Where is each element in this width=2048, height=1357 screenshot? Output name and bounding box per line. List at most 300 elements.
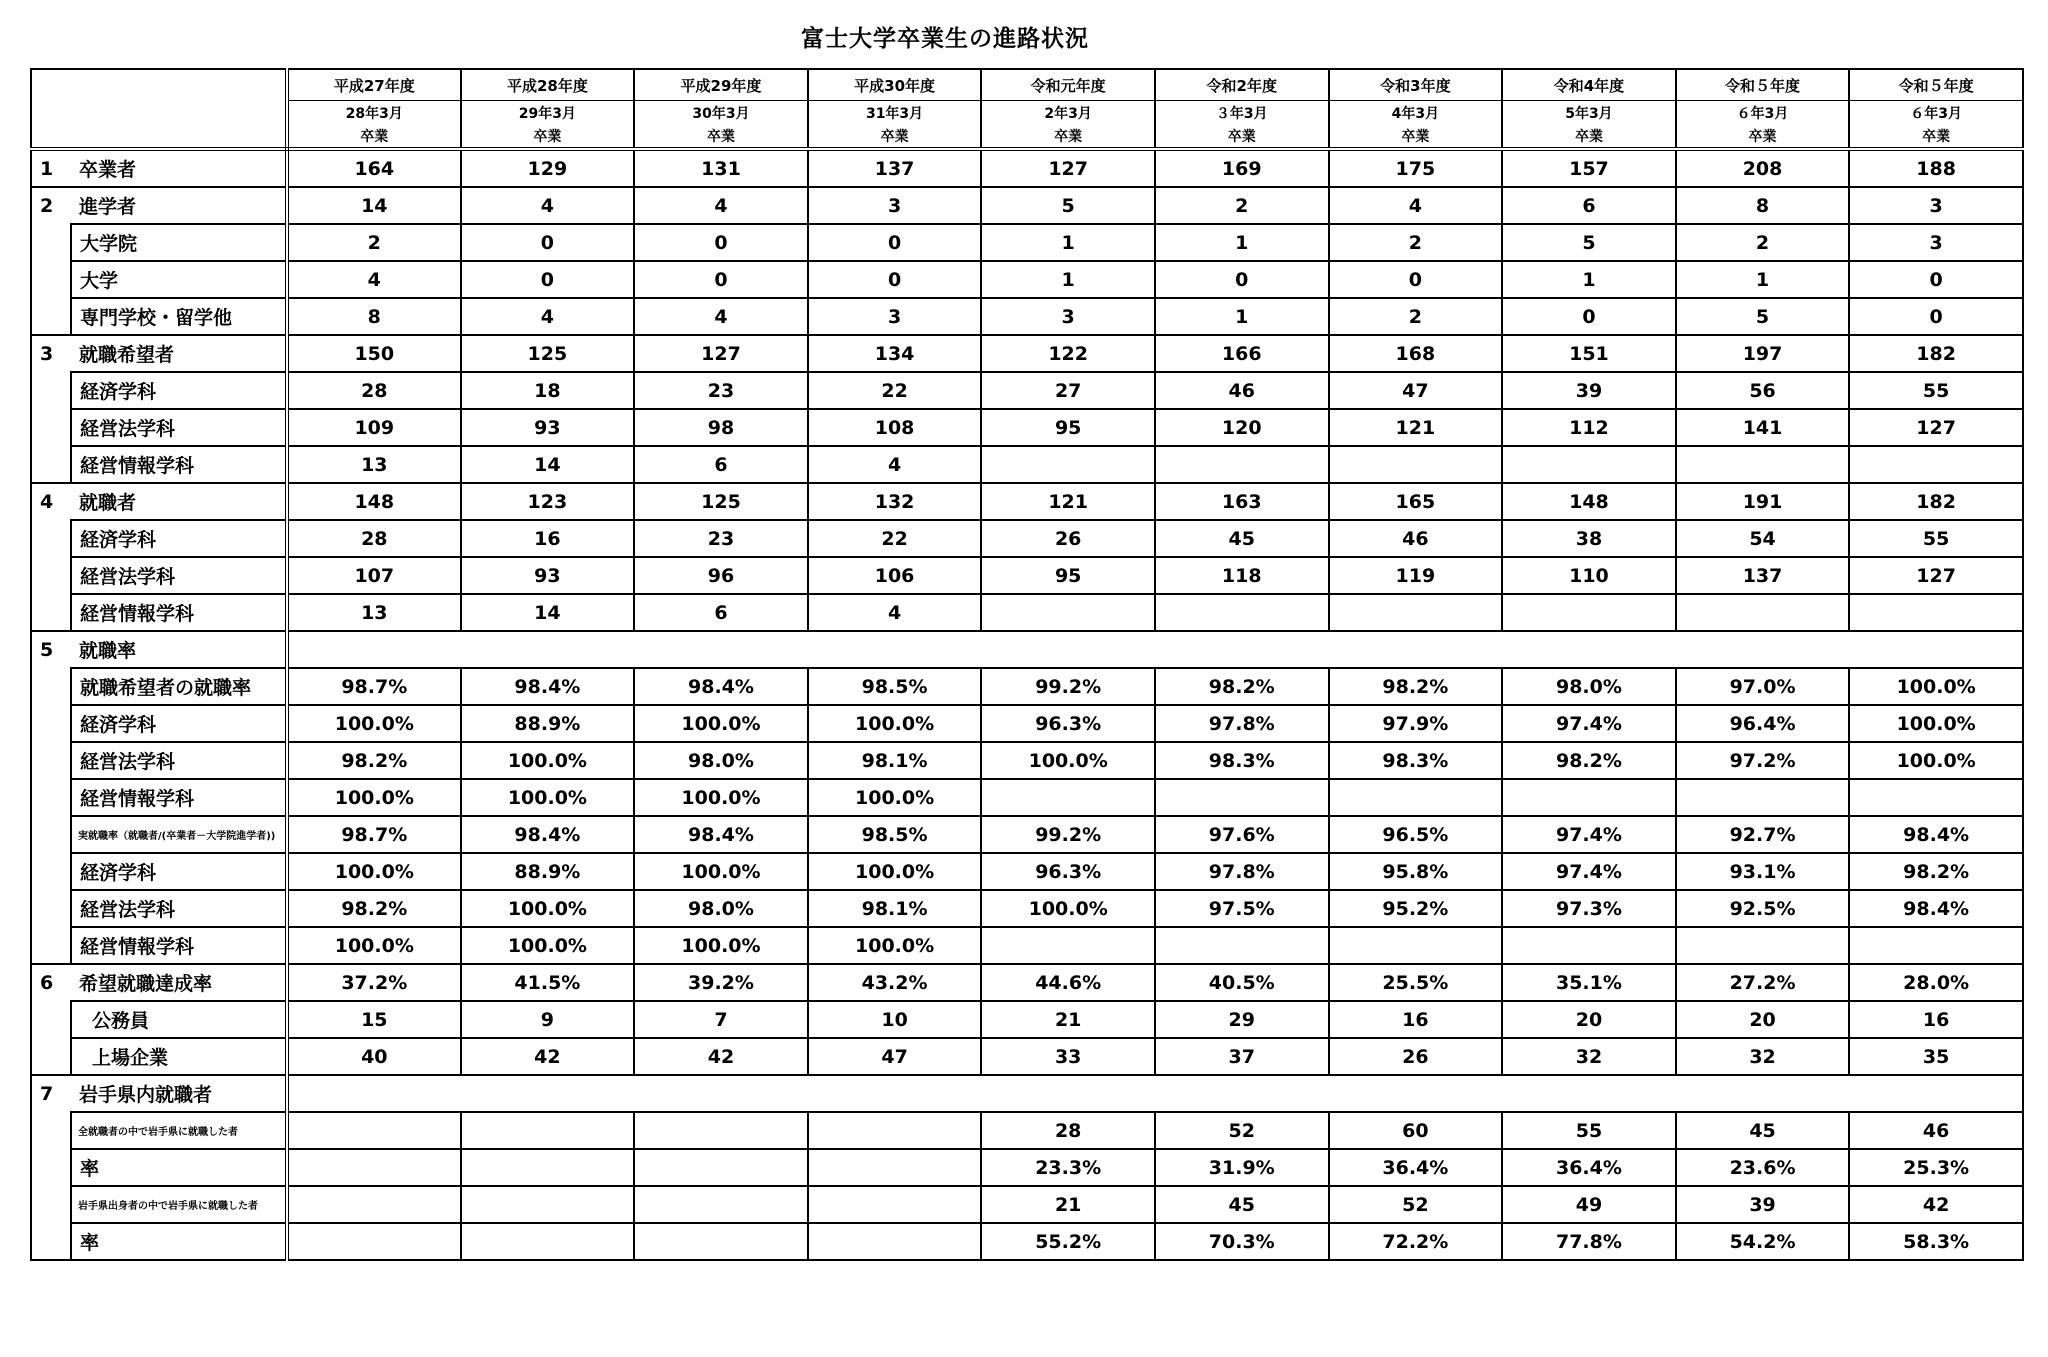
value-cell: 31.9% (1155, 1149, 1329, 1186)
table-row (31, 1075, 2023, 1112)
value-cell: 27 (981, 372, 1155, 409)
value-cell (1155, 927, 1329, 964)
value-cell: 182 (1849, 483, 2023, 520)
value-cell: 98.2% (1155, 668, 1329, 705)
value-cell: 129 (461, 149, 635, 187)
value-cell: 100.0% (287, 927, 461, 964)
value-cell: 46 (1155, 372, 1329, 409)
value-cell: 96.5% (1329, 816, 1503, 853)
value-cell: 188 (1849, 149, 2023, 187)
value-cell: 29 (1155, 1001, 1329, 1038)
value-cell: 98.3% (1329, 742, 1503, 779)
value-cell: 95 (981, 409, 1155, 446)
value-cell: 58.3% (1849, 1223, 2023, 1260)
value-cell: 148 (1502, 483, 1676, 520)
row-label: 就職率 (71, 631, 287, 668)
row-label: 経済学科 (71, 705, 287, 742)
value-cell: 36.4% (1502, 1149, 1676, 1186)
value-cell: 39.2% (634, 964, 808, 1001)
value-cell: 164 (287, 149, 461, 187)
table-row (31, 668, 2023, 705)
value-cell: 39 (1676, 1186, 1850, 1223)
value-cell: 37.2% (287, 964, 461, 1001)
row-number (31, 1149, 71, 1186)
row-label: 経営法学科 (71, 742, 287, 779)
value-cell: 118 (1155, 557, 1329, 594)
row-label: 率 (71, 1149, 287, 1186)
value-cell: 98.7% (287, 816, 461, 853)
row-label: 経営情報学科 (71, 594, 287, 631)
table-row (31, 1223, 2023, 1260)
value-cell (981, 927, 1155, 964)
value-cell: 96 (634, 557, 808, 594)
value-cell: 3 (808, 298, 982, 335)
value-cell: 98 (634, 409, 808, 446)
row-number: 5 (31, 631, 71, 668)
value-cell: 38 (1502, 520, 1676, 557)
value-cell: 22 (808, 520, 982, 557)
value-cell: 0 (808, 261, 982, 298)
value-cell: 33 (981, 1038, 1155, 1075)
table-row (31, 224, 2023, 261)
value-cell: 4 (808, 446, 982, 483)
value-cell: 175 (1329, 149, 1503, 187)
value-cell: 60 (1329, 1112, 1503, 1149)
value-cell: 88.9% (461, 853, 635, 890)
value-cell: 100.0% (461, 890, 635, 927)
value-cell: 1 (1676, 261, 1850, 298)
value-cell: 100.0% (287, 705, 461, 742)
value-cell: 16 (461, 520, 635, 557)
value-cell: 100.0% (634, 853, 808, 890)
value-cell: 96.3% (981, 705, 1155, 742)
value-cell: 47 (1329, 372, 1503, 409)
row-number (31, 742, 71, 779)
row-label: 岩手県出身者の中で岩手県に就職した者 (71, 1186, 287, 1223)
value-cell: 97.8% (1155, 705, 1329, 742)
value-cell: 2 (1329, 298, 1503, 335)
value-cell (461, 1112, 635, 1149)
header-row (31, 69, 2023, 101)
blank-merged-cell (287, 631, 2023, 668)
value-cell: 16 (1329, 1001, 1503, 1038)
row-label: 経営情報学科 (71, 446, 287, 483)
value-cell: 97.4% (1502, 816, 1676, 853)
value-cell: 26 (981, 520, 1155, 557)
value-cell: 125 (634, 483, 808, 520)
value-cell: 1 (981, 261, 1155, 298)
value-cell: 97.0% (1676, 668, 1850, 705)
value-cell: 2 (1329, 224, 1503, 261)
value-cell: 127 (981, 149, 1155, 187)
value-cell: 15 (287, 1001, 461, 1038)
header-grad: 卒業 (1502, 125, 1676, 149)
value-cell: 28 (287, 520, 461, 557)
value-cell: 100.0% (461, 742, 635, 779)
value-cell: 121 (1329, 409, 1503, 446)
header-month: 28年3月 (287, 101, 461, 126)
row-label: 希望就職達成率 (71, 964, 287, 1001)
value-cell: 6 (634, 446, 808, 483)
value-cell: 0 (634, 261, 808, 298)
value-cell: 0 (1849, 298, 2023, 335)
value-cell: 98.5% (808, 816, 982, 853)
value-cell (1502, 594, 1676, 631)
header-row (31, 101, 2023, 126)
value-cell: 93 (461, 557, 635, 594)
value-cell: 35 (1849, 1038, 2023, 1075)
header-month: ６年3月 (1676, 101, 1850, 126)
row-number (31, 668, 71, 705)
value-cell: 26 (1329, 1038, 1503, 1075)
value-cell: 42 (1849, 1186, 2023, 1223)
value-cell (1849, 779, 2023, 816)
value-cell: 46 (1329, 520, 1503, 557)
value-cell (1329, 446, 1503, 483)
row-label: 卒業者 (71, 149, 287, 187)
row-number: 1 (31, 149, 71, 187)
row-label: 大学 (71, 261, 287, 298)
value-cell (808, 1149, 982, 1186)
value-cell: 99.2% (981, 668, 1155, 705)
value-cell (1502, 446, 1676, 483)
table-row (31, 594, 2023, 631)
value-cell: 163 (1155, 483, 1329, 520)
table-row (31, 927, 2023, 964)
header-month: 31年3月 (808, 101, 982, 126)
row-number (31, 779, 71, 816)
value-cell: 2 (1155, 187, 1329, 224)
table-row (31, 779, 2023, 816)
value-cell: 52 (1155, 1112, 1329, 1149)
value-cell: 40 (287, 1038, 461, 1075)
value-cell: 55.2% (981, 1223, 1155, 1260)
value-cell: 27.2% (1676, 964, 1850, 1001)
value-cell: 100.0% (287, 779, 461, 816)
value-cell: 41.5% (461, 964, 635, 1001)
header-month: 2年3月 (981, 101, 1155, 126)
value-cell (1502, 779, 1676, 816)
header-grad: 卒業 (287, 125, 461, 149)
value-cell: 55 (1849, 372, 2023, 409)
value-cell: 98.3% (1155, 742, 1329, 779)
row-number (31, 520, 71, 557)
value-cell: 197 (1676, 335, 1850, 372)
value-cell: 0 (808, 224, 982, 261)
header-month: 30年3月 (634, 101, 808, 126)
header-year: 平成27年度 (287, 69, 461, 101)
value-cell (1329, 779, 1503, 816)
value-cell: 3 (1849, 187, 2023, 224)
row-number: 3 (31, 335, 71, 372)
value-cell: 5 (981, 187, 1155, 224)
value-cell (1676, 927, 1850, 964)
value-cell: 39 (1502, 372, 1676, 409)
value-cell: 8 (287, 298, 461, 335)
value-cell: 1 (1155, 224, 1329, 261)
row-label: 経営法学科 (71, 557, 287, 594)
row-number (31, 261, 71, 298)
value-cell: 45 (1155, 1186, 1329, 1223)
table-row (31, 446, 2023, 483)
value-cell: 106 (808, 557, 982, 594)
value-cell: 127 (634, 335, 808, 372)
value-cell: 4 (634, 298, 808, 335)
row-label: 実就職率（就職者/(卒業者－大学院進学者)) (71, 816, 287, 853)
header-grad: 卒業 (634, 125, 808, 149)
value-cell: 93.1% (1676, 853, 1850, 890)
value-cell: 13 (287, 446, 461, 483)
value-cell (1676, 446, 1850, 483)
header-month: ３年3月 (1155, 101, 1329, 126)
header-month: 4年3月 (1329, 101, 1503, 126)
value-cell (808, 1112, 982, 1149)
value-cell: 18 (461, 372, 635, 409)
value-cell: 150 (287, 335, 461, 372)
value-cell: 32 (1676, 1038, 1850, 1075)
value-cell: 21 (981, 1001, 1155, 1038)
value-cell (461, 1223, 635, 1260)
value-cell: 21 (981, 1186, 1155, 1223)
row-label: 経営情報学科 (71, 779, 287, 816)
value-cell: 1 (1155, 298, 1329, 335)
row-number (31, 1038, 71, 1075)
value-cell: 4 (287, 261, 461, 298)
value-cell: 95 (981, 557, 1155, 594)
value-cell: 13 (287, 594, 461, 631)
value-cell: 99.2% (981, 816, 1155, 853)
row-number (31, 224, 71, 261)
header-year: 平成30年度 (808, 69, 982, 101)
table-row (31, 187, 2023, 224)
value-cell: 97.3% (1502, 890, 1676, 927)
value-cell (981, 594, 1155, 631)
value-cell: 2 (1676, 224, 1850, 261)
value-cell: 70.3% (1155, 1223, 1329, 1260)
value-cell: 9 (461, 1001, 635, 1038)
value-cell: 148 (287, 483, 461, 520)
value-cell: 100.0% (981, 890, 1155, 927)
value-cell: 112 (1502, 409, 1676, 446)
value-cell: 98.2% (1502, 742, 1676, 779)
value-cell: 14 (461, 446, 635, 483)
value-cell: 0 (1155, 261, 1329, 298)
row-number (31, 372, 71, 409)
value-cell (634, 1149, 808, 1186)
value-cell (1849, 927, 2023, 964)
value-cell (1849, 446, 2023, 483)
value-cell (1155, 446, 1329, 483)
header-grad: 卒業 (461, 125, 635, 149)
value-cell: 166 (1155, 335, 1329, 372)
table-row (31, 631, 2023, 668)
row-number: 4 (31, 483, 71, 520)
value-cell: 3 (1849, 224, 2023, 261)
row-label: 経済学科 (71, 520, 287, 557)
value-cell: 100.0% (1849, 668, 2023, 705)
value-cell: 182 (1849, 335, 2023, 372)
value-cell: 97.2% (1676, 742, 1850, 779)
row-number (31, 594, 71, 631)
table-row (31, 853, 2023, 890)
career-status-table (30, 68, 2024, 1261)
value-cell (634, 1112, 808, 1149)
value-cell: 0 (634, 224, 808, 261)
value-cell: 98.1% (808, 742, 982, 779)
header-year: 平成29年度 (634, 69, 808, 101)
value-cell: 55 (1502, 1112, 1676, 1149)
value-cell: 40.5% (1155, 964, 1329, 1001)
value-cell: 127 (1849, 557, 2023, 594)
value-cell: 4 (1329, 187, 1503, 224)
row-number (31, 409, 71, 446)
value-cell: 8 (1676, 187, 1850, 224)
value-cell: 98.4% (1849, 890, 2023, 927)
value-cell: 93 (461, 409, 635, 446)
value-cell: 4 (461, 187, 635, 224)
value-cell: 98.0% (1502, 668, 1676, 705)
value-cell: 4 (634, 187, 808, 224)
value-cell: 46 (1849, 1112, 2023, 1149)
value-cell: 4 (808, 594, 982, 631)
table-row (31, 409, 2023, 446)
value-cell: 100.0% (808, 927, 982, 964)
value-cell: 2 (287, 224, 461, 261)
value-cell: 125 (461, 335, 635, 372)
row-number: 7 (31, 1075, 71, 1112)
value-cell: 98.2% (1849, 853, 2023, 890)
value-cell: 0 (1329, 261, 1503, 298)
header-year: 令和５年度 (1676, 69, 1850, 101)
value-cell: 23.6% (1676, 1149, 1850, 1186)
row-label: 就職希望者 (71, 335, 287, 372)
row-label: 経営法学科 (71, 890, 287, 927)
value-cell (981, 779, 1155, 816)
value-cell (1329, 594, 1503, 631)
header-month: 29年3月 (461, 101, 635, 126)
table-row (31, 298, 2023, 335)
value-cell: 0 (461, 224, 635, 261)
table-row (31, 372, 2023, 409)
value-cell (981, 446, 1155, 483)
row-label: 上場企業 (71, 1038, 287, 1075)
value-cell: 92.7% (1676, 816, 1850, 853)
value-cell: 151 (1502, 335, 1676, 372)
value-cell: 157 (1502, 149, 1676, 187)
value-cell: 100.0% (981, 742, 1155, 779)
value-cell (1155, 594, 1329, 631)
value-cell: 97.4% (1502, 853, 1676, 890)
header-corner (31, 69, 287, 149)
value-cell: 123 (461, 483, 635, 520)
value-cell: 100.0% (461, 779, 635, 816)
value-cell: 108 (808, 409, 982, 446)
value-cell: 120 (1155, 409, 1329, 446)
value-cell: 36.4% (1329, 1149, 1503, 1186)
blank-merged-cell (287, 1075, 2023, 1112)
value-cell: 1 (1502, 261, 1676, 298)
row-number (31, 298, 71, 335)
value-cell: 100.0% (1849, 705, 2023, 742)
header-grad: 卒業 (981, 125, 1155, 149)
row-label: 経済学科 (71, 853, 287, 890)
row-label: 公務員 (71, 1001, 287, 1038)
value-cell: 42 (634, 1038, 808, 1075)
value-cell (1849, 594, 2023, 631)
value-cell: 14 (461, 594, 635, 631)
value-cell: 6 (634, 594, 808, 631)
row-number (31, 557, 71, 594)
value-cell (287, 1112, 461, 1149)
value-cell: 122 (981, 335, 1155, 372)
value-cell: 131 (634, 149, 808, 187)
value-cell: 77.8% (1502, 1223, 1676, 1260)
value-cell: 100.0% (634, 779, 808, 816)
table-row (31, 520, 2023, 557)
value-cell (808, 1186, 982, 1223)
value-cell (1155, 779, 1329, 816)
value-cell: 45 (1155, 520, 1329, 557)
row-number (31, 446, 71, 483)
row-number: 6 (31, 964, 71, 1001)
value-cell: 208 (1676, 149, 1850, 187)
value-cell: 169 (1155, 149, 1329, 187)
value-cell: 98.4% (1849, 816, 2023, 853)
value-cell: 98.2% (287, 890, 461, 927)
row-label: 岩手県内就職者 (71, 1075, 287, 1112)
row-label: 全就職者の中で岩手県に就職した者 (71, 1112, 287, 1149)
value-cell (287, 1149, 461, 1186)
row-number (31, 1001, 71, 1038)
value-cell: 25.3% (1849, 1149, 2023, 1186)
value-cell: 137 (808, 149, 982, 187)
value-cell: 54 (1676, 520, 1850, 557)
value-cell (461, 1186, 635, 1223)
value-cell: 55 (1849, 520, 2023, 557)
value-cell: 110 (1502, 557, 1676, 594)
table-row (31, 483, 2023, 520)
value-cell: 10 (808, 1001, 982, 1038)
value-cell: 23 (634, 520, 808, 557)
value-cell: 28 (981, 1112, 1155, 1149)
row-label: 専門学校・留学他 (71, 298, 287, 335)
table-row (31, 1186, 2023, 1223)
row-label: 就職希望者の就職率 (71, 668, 287, 705)
header-month: ６年3月 (1849, 101, 2023, 126)
value-cell: 49 (1502, 1186, 1676, 1223)
value-cell: 97.9% (1329, 705, 1503, 742)
value-cell: 127 (1849, 409, 2023, 446)
row-label: 率 (71, 1223, 287, 1260)
value-cell (461, 1149, 635, 1186)
value-cell: 56 (1676, 372, 1850, 409)
table-row (31, 964, 2023, 1001)
value-cell: 97.6% (1155, 816, 1329, 853)
row-number (31, 1223, 71, 1260)
value-cell: 132 (808, 483, 982, 520)
value-cell: 0 (1502, 298, 1676, 335)
value-cell: 119 (1329, 557, 1503, 594)
value-cell: 14 (287, 187, 461, 224)
value-cell: 100.0% (287, 853, 461, 890)
value-cell: 98.4% (634, 668, 808, 705)
value-cell: 98.4% (634, 816, 808, 853)
table-row (31, 890, 2023, 927)
header-grad: 卒業 (1329, 125, 1503, 149)
value-cell: 98.4% (461, 816, 635, 853)
value-cell: 100.0% (808, 779, 982, 816)
value-cell: 3 (808, 187, 982, 224)
